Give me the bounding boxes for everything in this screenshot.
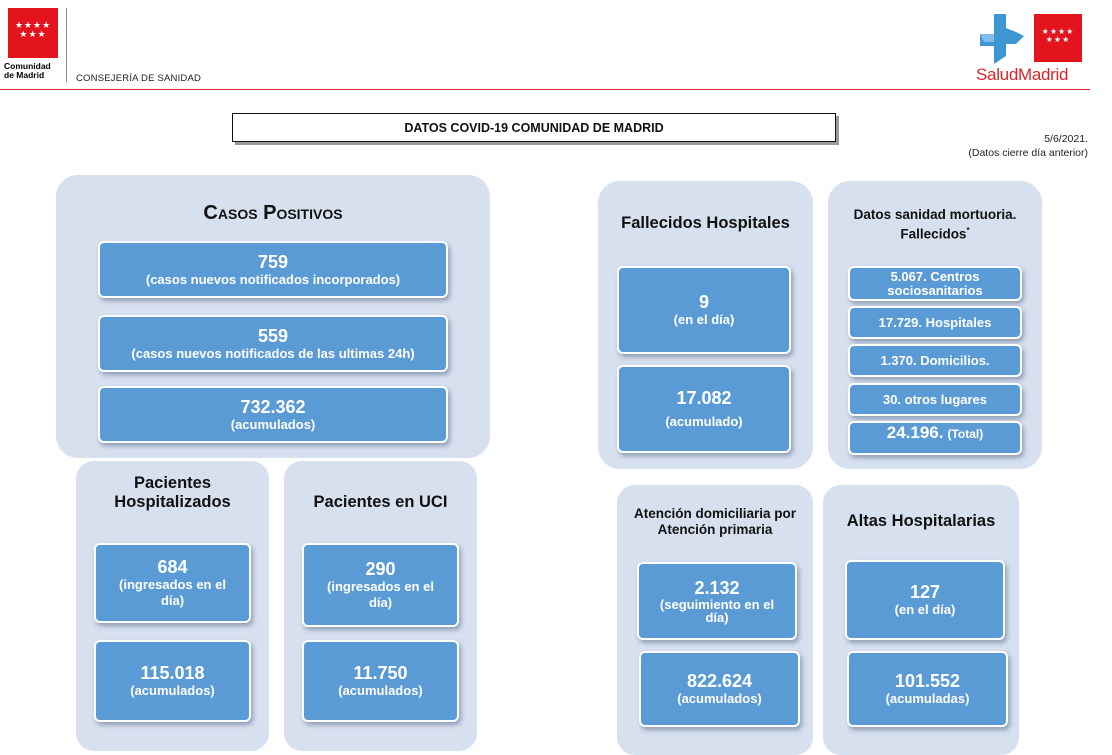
comunidad-madrid-name: Comunidad de Madrid — [4, 61, 51, 80]
casos-label: (casos nuevos notificados incorporados) — [145, 271, 401, 287]
domiciliaria-label: (seguimiento en el día) — [659, 597, 775, 625]
domiciliaria-label: (acumulados) — [677, 691, 762, 706]
mortuoria-text: 5.067. Centros sociosanitarios — [887, 268, 983, 298]
report-date — [940, 132, 1088, 160]
altas-box-dia — [845, 560, 1005, 640]
saludmadrid-wordmark: SaludMadrid — [976, 65, 1069, 84]
altas-value: 127 — [909, 582, 941, 602]
altas-label: (en el día) — [894, 602, 956, 617]
fallecidos-box-acumulado — [617, 365, 791, 453]
header-divider — [0, 89, 1090, 90]
hospitalizados-box-acumulados — [94, 640, 251, 722]
domiciliaria-value: 2.132 — [694, 578, 740, 598]
domiciliaria-value: 822.624 — [686, 671, 753, 691]
domiciliaria-box-acumulados — [639, 651, 800, 727]
mortuoria-text: 17.729. Hospitales — [878, 314, 992, 330]
fallecidos-value: 9 — [698, 292, 709, 312]
uci-title: Pacientes en UCI — [313, 493, 448, 511]
report-date-line2: (Datos cierre día anterior) — [968, 147, 1088, 159]
hospitalizados-label: (ingresados en el día) — [119, 577, 226, 608]
hospitalizados-box-dia — [94, 543, 251, 623]
fallecidos-box-dia — [617, 266, 791, 354]
mortuoria-total-value: 24.196. — [886, 423, 944, 442]
header-separator — [66, 8, 67, 82]
hospitalizados-value: 115.018 — [140, 663, 205, 683]
casos-value: 732.362 — [240, 396, 306, 417]
mortuoria-box-hospitales — [848, 306, 1022, 339]
casos-box-nuevos-incorporados — [98, 241, 448, 298]
casos-label: (acumulados) — [230, 416, 316, 432]
casos-positivos-title: Casos Positivos — [203, 202, 343, 224]
altas-box-acumuladas — [847, 651, 1008, 727]
mortuoria-box-sociosanitarios — [848, 266, 1022, 301]
mortuoria-title-mark: * — [966, 226, 970, 235]
uci-value: 290 — [365, 559, 396, 579]
casos-value: 559 — [257, 325, 289, 346]
altas-value: 101.552 — [894, 671, 961, 691]
uci-label: (ingresados en el día) — [327, 579, 434, 610]
mortuoria-box-total — [848, 421, 1022, 455]
domiciliaria-box-dia — [637, 562, 797, 640]
mortuoria-text: 1.370. Domicilios. — [880, 352, 990, 368]
uci-label: (acumulados) — [338, 683, 423, 698]
fallecidos-title: Fallecidos Hospitales — [621, 214, 790, 232]
mortuoria-title-text: Datos sanidad mortuoria. Fallecidos — [853, 207, 1017, 242]
casos-box-acumulados — [98, 386, 448, 443]
report-date-line1: 5/6/2021. — [1044, 133, 1088, 145]
saludmadrid-stars: ★★★★ ★★★ — [1041, 27, 1075, 44]
mortuoria-total-label: (Total) — [947, 427, 984, 441]
domiciliaria-title: Atención domiciliaria por Atención primaria — [633, 506, 797, 537]
mortuoria-box-otros-lugares — [848, 383, 1022, 416]
mortuoria-text: 30. otros lugares — [882, 391, 988, 407]
hospitalizados-value: 684 — [157, 557, 188, 577]
altas-label: (acumuladas) — [885, 691, 970, 706]
casos-value: 759 — [257, 251, 289, 272]
casos-box-ultimas-24h — [98, 315, 448, 372]
uci-box-dia — [302, 543, 459, 627]
fallecidos-label: (en el día) — [673, 312, 735, 327]
fallecidos-value: 17.082 — [676, 388, 732, 408]
fallecidos-label: (acumulado) — [665, 414, 743, 429]
comunidad-madrid-stars: ★★★★ ★★★ — [14, 21, 52, 40]
uci-box-acumulados — [302, 640, 459, 722]
uci-value: 11.750 — [353, 663, 408, 683]
mortuoria-title — [838, 207, 1032, 243]
altas-title: Altas Hospitalarias — [846, 512, 996, 530]
hospitalizados-title: Pacientes Hospitalizados — [114, 474, 231, 511]
casos-label: (casos nuevos notificados de las ultimas 24h) — [131, 345, 415, 361]
mortuoria-box-domicilios — [848, 344, 1022, 377]
page-title: DATOS COVID-19 COMUNIDAD DE MADRID — [232, 113, 836, 142]
consejeria-label: CONSEJERÍA DE SANIDAD — [76, 73, 202, 84]
saludmadrid-cross-icon — [976, 12, 1032, 66]
hospitalizados-label: (acumulados) — [130, 683, 215, 698]
